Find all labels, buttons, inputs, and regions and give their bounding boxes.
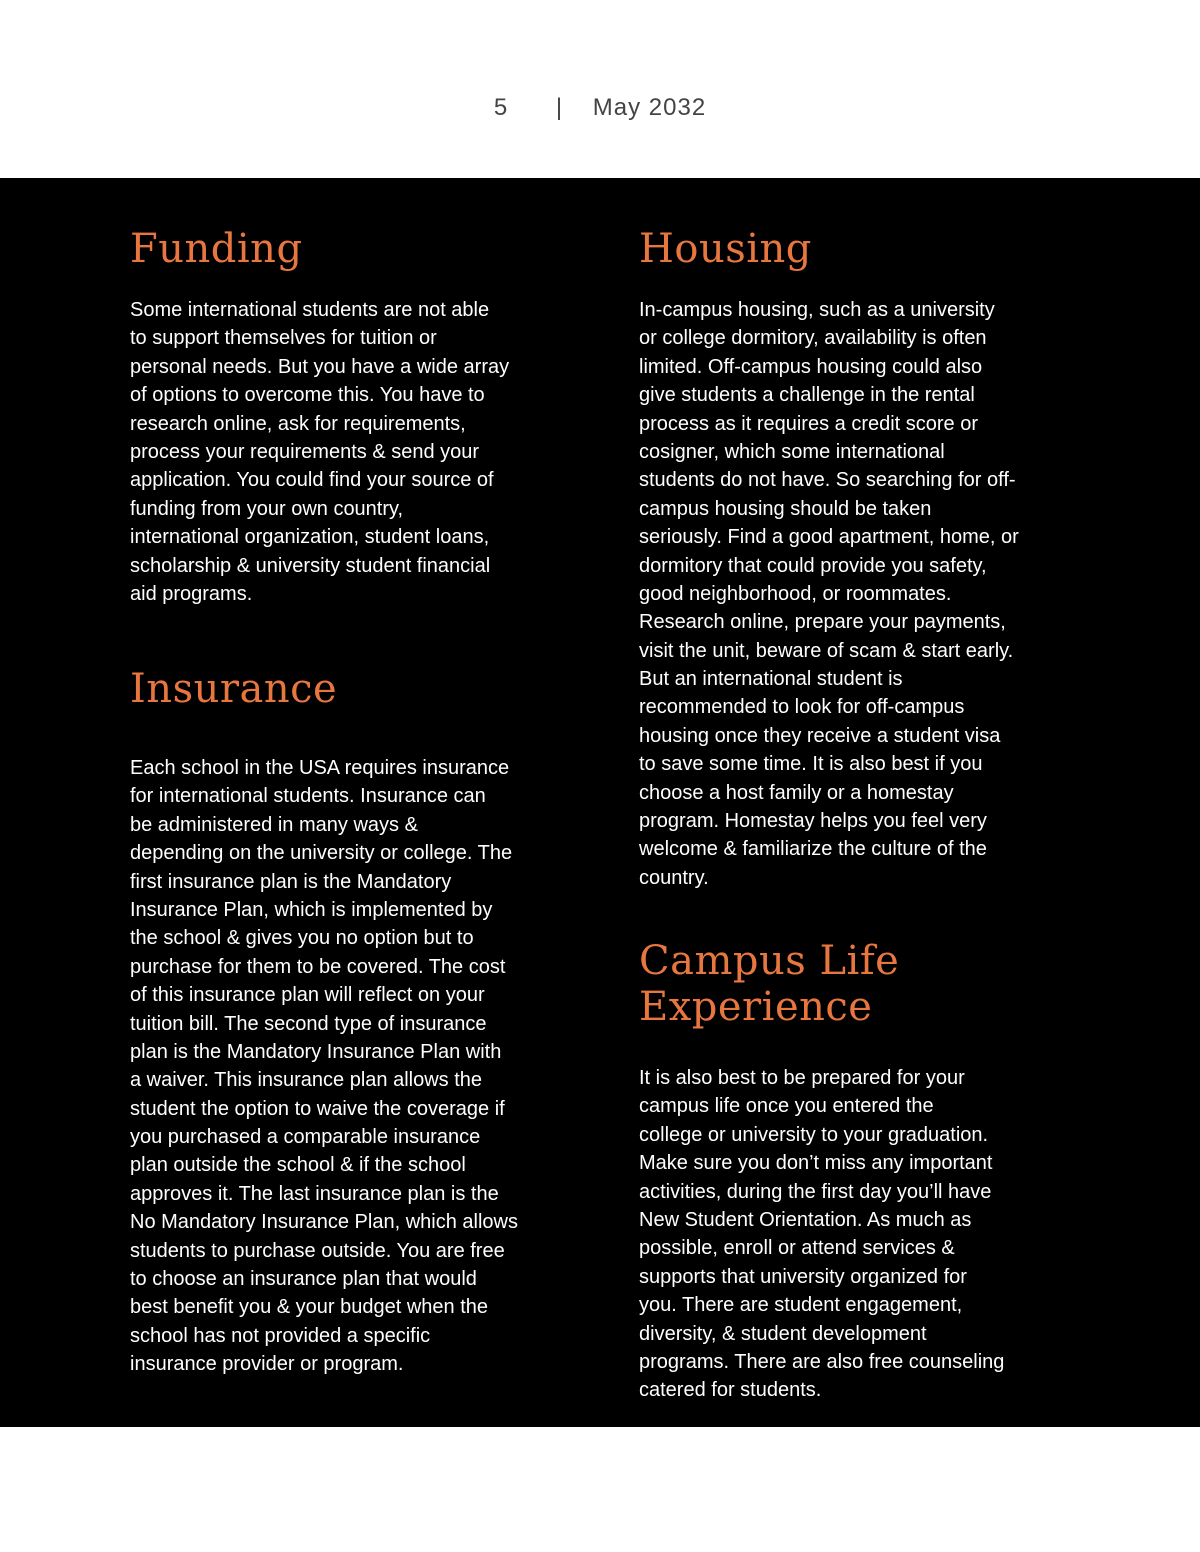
campus-life-section — [639, 938, 1099, 1405]
text-line: But an international student is — [639, 668, 903, 691]
text-line: of options to overcome this. You have to — [130, 384, 485, 407]
text-line: approves it. The last insurance plan is the — [130, 1182, 499, 1205]
text-line: No Mandatory Insurance Plan, which allows — [130, 1211, 518, 1234]
text-line: programs. There are also free counseling — [639, 1350, 1005, 1373]
page-header — [0, 94, 1200, 122]
housing-section — [639, 226, 1099, 892]
text-line: country. — [639, 866, 709, 889]
text-line: school has not provided a specific — [130, 1324, 431, 1347]
housing-body — [639, 296, 1099, 892]
text-line: Some international students are not able — [130, 299, 490, 321]
text-line: tuition bill. The second type of insurance — [130, 1012, 487, 1035]
text-line: seriously. Find a good apartment, home, or — [639, 526, 1019, 549]
title-line-2: Experience — [639, 984, 873, 1030]
text-line: research online, ask for requirements, — [130, 412, 466, 435]
text-line: It is also best to be prepared for your — [639, 1067, 965, 1089]
text-line: cosigner, which some international — [639, 440, 945, 463]
text-line: Research online, prepare your payments, — [639, 611, 1006, 634]
insurance-body — [130, 754, 590, 1379]
text-line: visit the unit, beware of scam & start early. — [639, 639, 1014, 662]
text-line: international organization, student loans, — [130, 526, 490, 549]
text-line: application. You could find your source of — [130, 469, 494, 492]
text-line: of this insurance plan will reflect on your — [130, 984, 485, 1007]
text-line: campus life once you entered the — [639, 1095, 934, 1118]
text-line: campus housing should be taken — [639, 497, 932, 520]
text-line: New Student Orientation. As much as — [639, 1208, 972, 1231]
text-line: activities, during the first day you’ll have — [639, 1180, 992, 1203]
text-line: process your requirements & send your — [130, 440, 480, 463]
text-line: give students a challenge in the rental — [639, 384, 975, 407]
text-line: supports that university organized for — [639, 1265, 967, 1288]
text-line: catered for students. — [639, 1379, 822, 1402]
text-line: for international students. Insurance can — [130, 785, 486, 808]
text-line: to save some time. It is also best if you — [639, 753, 983, 776]
header-separator: | — [555, 94, 564, 121]
text-line: personal needs. But you have a wide array — [130, 355, 510, 378]
text-line: In-campus housing, such as a university — [639, 299, 995, 321]
text-line: dormitory that could provide you safety, — [639, 554, 987, 577]
section-title-funding: Funding — [130, 226, 303, 272]
text-line: good neighborhood, or roommates. — [639, 582, 952, 605]
text-line: you. There are student engagement, — [639, 1294, 963, 1317]
text-line: a waiver. This insurance plan allows the — [130, 1069, 483, 1092]
text-line: limited. Off-campus housing could also — [639, 355, 983, 378]
section-title-insurance: Insurance — [130, 666, 338, 712]
title-line-1: Campus Life — [639, 938, 900, 984]
text-line: be administered in many ways & — [130, 813, 418, 836]
header-date: May 2032 — [592, 94, 707, 121]
text-line: to support themselves for tuition or — [130, 327, 437, 350]
text-line: college or university to your graduation. — [639, 1123, 989, 1146]
campus-life-body — [639, 1064, 1099, 1405]
text-line: program. Homestay helps you feel very — [639, 810, 987, 833]
text-line: funding from your own country, — [130, 497, 404, 520]
text-line: students do not have. So searching for off- — [639, 469, 1016, 492]
text-line: purchase for them to be covered. The cost — [130, 955, 506, 978]
text-line: possible, enroll or attend services & — [639, 1237, 955, 1260]
text-line: first insurance plan is the Mandatory — [130, 870, 452, 893]
text-line: welcome & familiarize the culture of the — [639, 838, 987, 861]
text-line: plan is the Mandatory Insurance Plan with — [130, 1040, 502, 1063]
text-line: scholarship & university student financial — [130, 554, 491, 577]
text-line: to choose an insurance plan that would — [130, 1268, 477, 1291]
page-number: 5 — [493, 94, 509, 121]
funding-section — [130, 226, 590, 608]
text-line: aid programs. — [130, 582, 253, 605]
text-line: plan outside the school & if the school — [130, 1154, 466, 1177]
text-line: choose a host family or a homestay — [639, 781, 954, 804]
funding-body — [130, 296, 590, 608]
text-line: insurance provider or program. — [130, 1353, 404, 1376]
insurance-section — [130, 666, 590, 1379]
text-line: Make sure you don’t miss any important — [639, 1152, 993, 1175]
text-line: housing once they receive a student visa — [639, 724, 1001, 747]
text-line: diversity, & student development — [639, 1322, 927, 1345]
text-line: the school & gives you no option but to — [130, 927, 474, 950]
section-title-housing: Housing — [639, 226, 812, 272]
text-line: process as it requires a credit score or — [639, 412, 979, 435]
text-line: student the option to waive the coverage if — [130, 1097, 505, 1120]
text-line: depending on the university or college. The — [130, 842, 513, 865]
content-panel — [0, 178, 1200, 1427]
text-line: Each school in the USA requires insurance — [130, 757, 510, 779]
text-line: recommended to look for off-campus — [639, 696, 965, 719]
text-line: Insurance Plan, which is implemented by — [130, 898, 493, 921]
text-line: you purchased a comparable insurance — [130, 1126, 481, 1149]
text-line: students to purchase outside. You are free — [130, 1239, 505, 1262]
text-line: best benefit you & your budget when the — [130, 1296, 489, 1319]
section-title-campus-life — [639, 938, 1099, 1030]
text-line: or college dormitory, availability is often — [639, 327, 987, 350]
